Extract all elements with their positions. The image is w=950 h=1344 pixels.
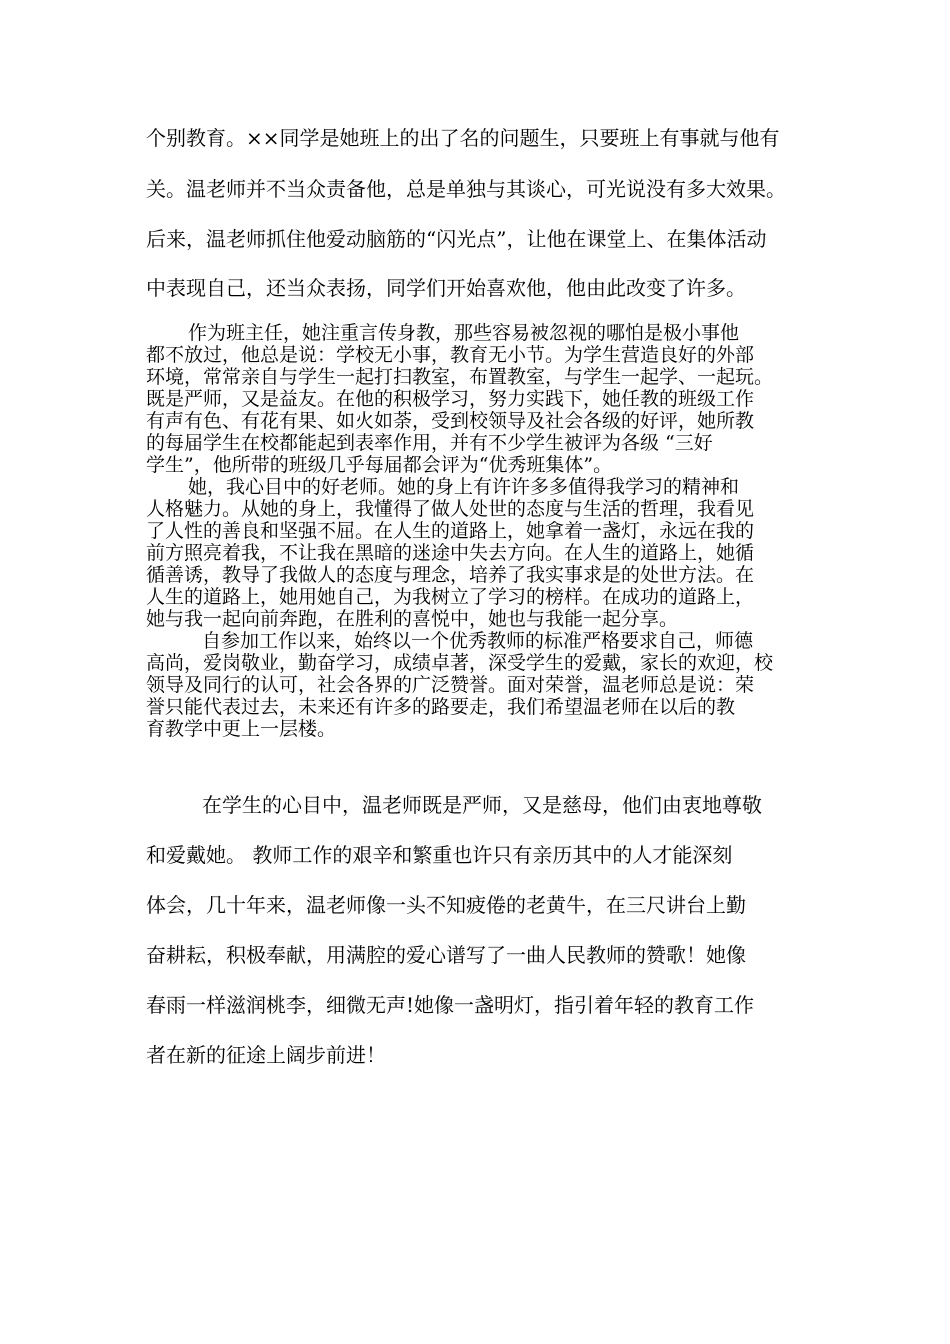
text-line: 个别教育。××同学是她班上的出了名的问题生，只要班上有事就与他有 [146,126,780,150]
text-line: 高尚，爱岗敬业，勤奋学习，成绩卓著，深受学生的爱戴，家长的欢迎，校 [146,652,774,674]
text-line: 循善诱，教导了我做人的态度与理念，培养了我实事求是的处世方法。在 [146,564,755,586]
text-line: 人生的道路上，她用她自己，为我树立了学习的榜样。在成功的道路上， [146,586,755,608]
paragraph-start: 作为班主任，她注重言传身教，那些容易被忽视的哪怕是极小事他 [188,322,740,344]
text-line: 奋耕耘，积极奉献，用满腔的爱心谱写了一曲人民教师的赞歌！她像 [146,943,746,967]
text-line: 中表现自己，还当众表扬，同学们开始喜欢他，他由此改变了许多。 [146,276,746,300]
paragraph-start: 自参加工作以来，始终以一个优秀教师的标准严格要求自己，师德 [202,630,754,652]
text-line: 和爱戴她。 教师工作的艰辛和繁重也许只有亲历其中的人才能深刻 [146,843,733,867]
text-line: 的每届学生在校都能起到表率作用，并有不少学生被评为各级 “三好 [146,432,713,454]
text-line: 都不放过，他总是说：学校无小事，教育无小节。为学生营造良好的外部 [146,344,755,366]
paragraph-start: 在学生的心目中，温老师既是严师，又是慈母，他们由衷地尊敬 [202,793,762,817]
text-line: 后来，温老师抓住他爱动脑筋的“闪光点”，让他在课堂上、在集体活动 [146,227,767,251]
text-line: 了人性的善良和坚强不屈。在人生的道路上，她拿着一盏灯，永远在我的 [146,520,755,542]
paragraph-start: 她，我心目中的好老师。她的身上有许许多多值得我学习的精神和 [188,476,740,498]
text-line: 誉只能代表过去，未来还有许多的路要走，我们希望温老师在以后的教 [146,696,736,718]
text-line: 学生”，他所带的班级几乎每届都会评为“优秀班集体”。 [146,454,613,476]
text-line: 前方照亮着我，不让我在黑暗的迷途中失去方向。在人生的道路上，她循 [146,542,755,564]
text-line: 环境，常常亲自与学生一起打扫教室，布置教室，与学生一起学、一起玩。 [146,366,774,388]
text-line: 春雨一样滋润桃李，细微无声!她像一盏明灯，指引着年轻的教育工作 [146,993,755,1017]
text-line: 既是严师，又是益友。在他的积极学习，努力实践下，她任教的班级工作 [146,388,755,410]
text-line: 有声有色、有花有果、如火如荼，受到校领导及社会各级的好评，她所教 [146,410,755,432]
text-line: 体会，几十年来，温老师像一头不知疲倦的老黄牛，在三尺讲台上勤 [146,893,746,917]
text-line: 领导及同行的认可，社会各界的广泛赞誉。面对荣誉，温老师总是说：荣 [146,674,755,696]
text-line: 关。温老师并不当众责备他，总是单独与其谈心，可光说没有多大效果。 [146,177,786,201]
text-line: 者在新的征途上阔步前进！ [146,1043,386,1067]
text-line: 她与我一起向前奔跑，在胜利的喜悦中，她也与我能一起分享。 [146,608,679,630]
text-line: 人格魅力。从她的身上，我懂得了做人处世的态度与生活的哲理，我看见 [146,498,755,520]
text-line: 育教学中更上一层楼。 [146,718,337,740]
